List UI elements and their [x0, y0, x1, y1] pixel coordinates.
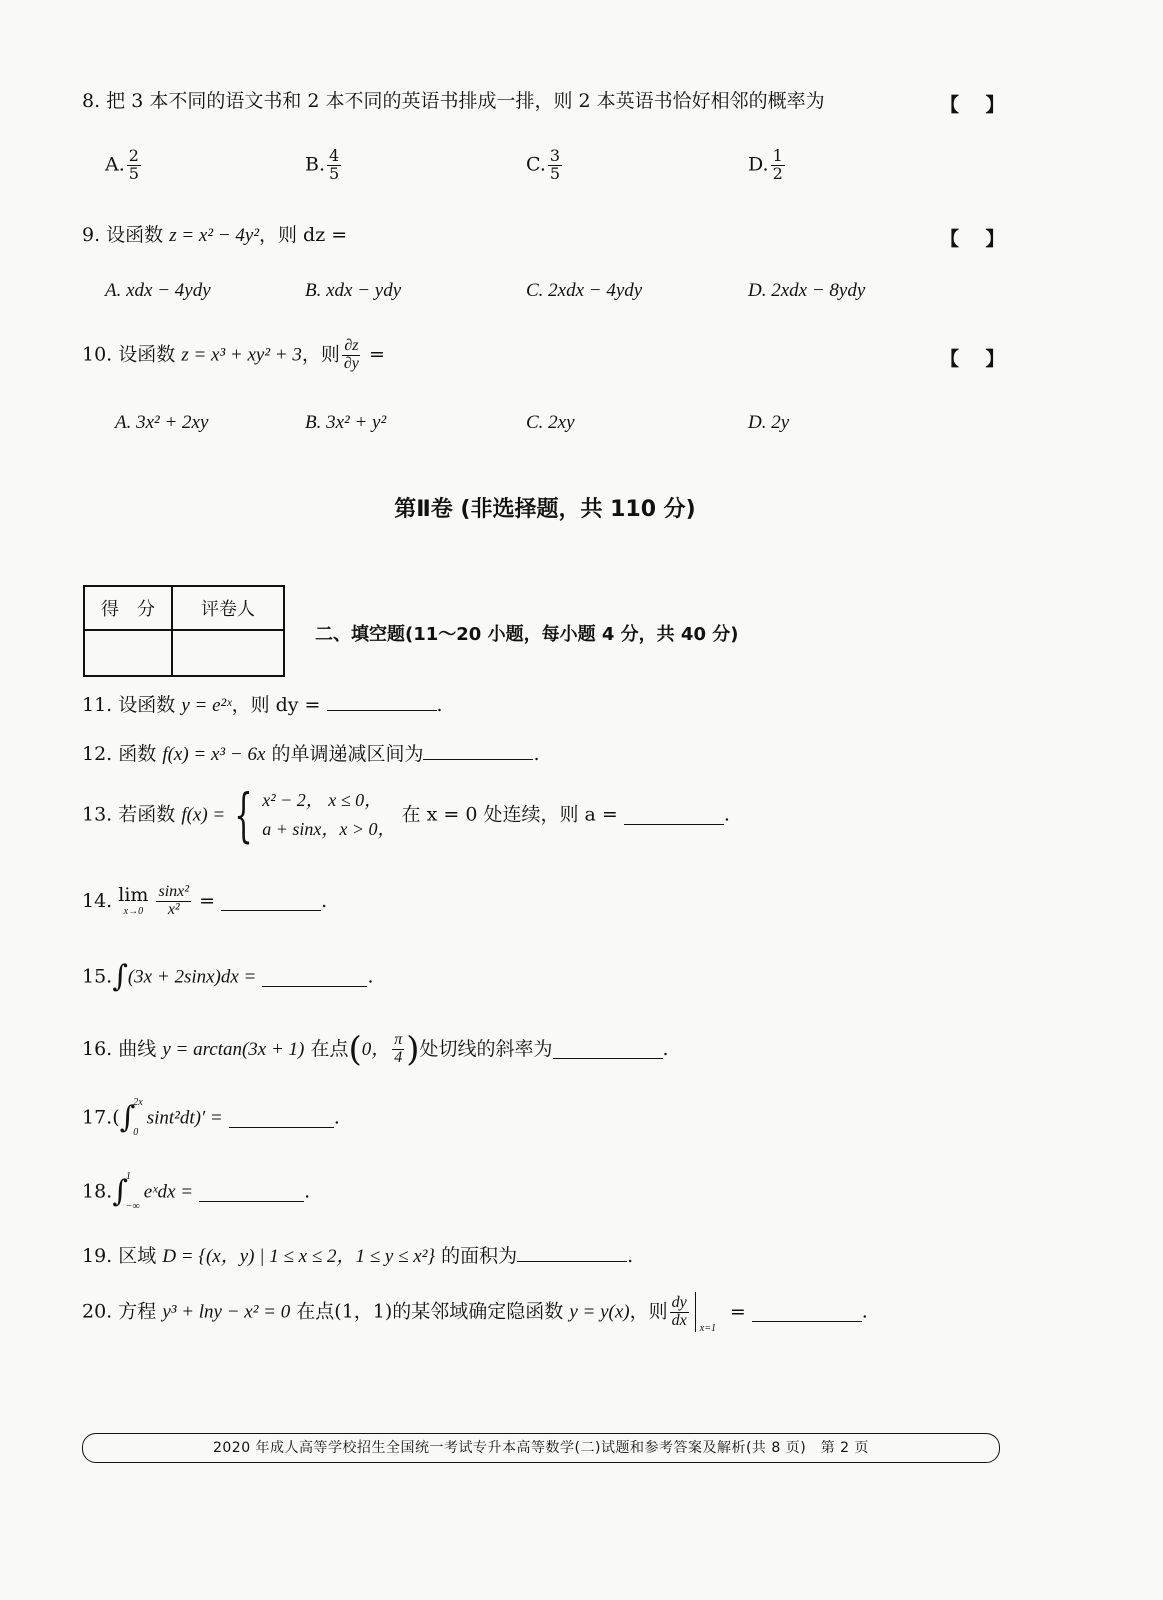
q9-option-d[interactable]: D. 2xdx − 8ydy: [748, 280, 866, 301]
answer-blank-13[interactable]: [624, 806, 724, 825]
piecewise-cases: x² − 2， x ≤ 0， a + sinx，x > 0，: [262, 790, 396, 839]
question-13: 13. 若函数 f(x) = { x² − 2， x ≤ 0， a + sinx，x > 0， 在 x = 0 处连续，则 a = .: [82, 781, 730, 849]
question-15: 15.∫(3x + 2sinx)dx = .: [82, 959, 374, 994]
answer-blank-16[interactable]: [553, 1040, 663, 1059]
score-cell[interactable]: [84, 630, 172, 676]
answer-blank-18[interactable]: [199, 1183, 304, 1202]
q9-option-b[interactable]: B. xdx − ydy: [305, 280, 402, 301]
question-8-stem: 8. 把 3 本不同的语文书和 2 本不同的英语书排成一排，则 2 本英语书恰好相邻的概率为: [82, 90, 825, 112]
fraction: $\frac{2}{5}$: [128, 146, 139, 183]
q10-option-c[interactable]: C. 2xy: [526, 412, 575, 433]
answer-bracket-8: 【 】: [940, 94, 1005, 116]
fraction: $\frac{1}{2}$: [772, 146, 783, 183]
answer-blank-15[interactable]: [262, 968, 367, 987]
question-19: 19. 区域 D = {(x，y) | 1 ≤ x ≤ 2，1 ≤ y ≤ x²} 的面积为 .: [82, 1245, 634, 1267]
grader-cell[interactable]: [172, 630, 284, 676]
question-18: 18.∫ 1 −∞ eˣdx = .: [82, 1171, 311, 1212]
answer-blank-19[interactable]: [517, 1243, 627, 1262]
q10-option-a[interactable]: A. 3x² + 2xy: [115, 412, 209, 433]
integral-limits: 1 −∞: [125, 1171, 140, 1212]
fill-in-heading: 二、填空题(11～20 小题，每小题 4 分，共 40 分): [315, 624, 739, 645]
answer-blank-20[interactable]: [752, 1303, 862, 1322]
score-header: 得 分: [84, 586, 172, 630]
answer-bracket-10: 【 】: [940, 348, 1005, 370]
question-12: 12. 函数 f(x) = x³ − 6x 的单调递减区间为 .: [82, 743, 540, 765]
question-9-stem: 9. 设函数 z = x² − 4y²，则 dz =: [82, 224, 348, 246]
question-14: 14. lim x→0 $\frac{\text{sinx²}}{\text{x²}}$ = .: [82, 883, 328, 918]
q8-option-a[interactable]: A. $\frac{2}{5}$: [105, 146, 139, 183]
derivative: $\frac{dy}{dx}$: [671, 1293, 687, 1329]
part-2-title: 第Ⅱ卷 (非选择题，共 110 分): [394, 497, 696, 522]
fraction: $\frac{4}{5}$: [329, 146, 340, 183]
integral-sign: ∫: [112, 959, 128, 994]
question-16: 16. 曲线 y = arctan(3x + 1) 在点(0， $\frac{\pi}{4}$ )处切线的斜率为 .: [82, 1029, 669, 1070]
question-20: 20. 方程 y³ + lny − x² = 0 在点(1，1)的某邻域确定隐函数 y = y(x)，则 $\frac{dy}{dx}$ x=1 = .: [82, 1293, 868, 1334]
answer-bracket-9: 【 】: [940, 228, 1005, 250]
score-table: [83, 585, 285, 677]
grader-header: 评卷人: [172, 586, 284, 630]
left-brace: {: [234, 781, 253, 849]
fraction: $\frac{\text{sinx²}}{\text{x²}}$: [158, 883, 190, 918]
q8-option-d[interactable]: D. $\frac{1}{2}$: [748, 146, 783, 183]
answer-blank-12[interactable]: [423, 741, 533, 760]
integral-limits: 2x 0: [133, 1097, 143, 1138]
integral-sign: ∫: [119, 1100, 136, 1135]
answer-blank-11[interactable]: [327, 692, 437, 711]
fraction: $\frac{3}{5}$: [549, 146, 561, 183]
q8-option-c[interactable]: C. $\frac{3}{5}$: [526, 146, 561, 183]
partial-derivative: $\frac{\partial z}{\partial y}$: [343, 337, 359, 372]
evaluation-bar: x=1: [695, 1292, 696, 1332]
q9-option-a[interactable]: A. xdx − 4ydy: [105, 280, 211, 301]
question-10-stem: 10. 设函数 z = x³ + xy² + 3，则 $\frac{\partial z}{\partial y}$ =: [82, 337, 385, 372]
q9-option-c[interactable]: C. 2xdx − 4ydy: [526, 280, 643, 301]
question-11: 11. 设函数 y = e²ˣ，则 dy = .: [82, 694, 443, 716]
q10-option-d[interactable]: D. 2y: [748, 412, 790, 433]
answer-blank-17[interactable]: [229, 1109, 334, 1128]
fraction: $\frac{\pi}{4}$: [394, 1031, 403, 1066]
question-17: 17.(∫ 2x 0 sint²dt)′ = .: [82, 1097, 340, 1138]
integral-sign: ∫: [112, 1174, 128, 1209]
limit: lim x→0: [118, 883, 149, 917]
q8-option-b[interactable]: B. $\frac{4}{5}$: [305, 146, 340, 183]
q10-option-b[interactable]: B. 3x² + y²: [305, 412, 387, 433]
page-footer: 2020 年成人高等学校招生全国统一考试专升本高等数学(二)试题和参考答案及解析(共 8 页) 第 2 页: [82, 1433, 1000, 1463]
answer-blank-14[interactable]: [221, 892, 321, 911]
